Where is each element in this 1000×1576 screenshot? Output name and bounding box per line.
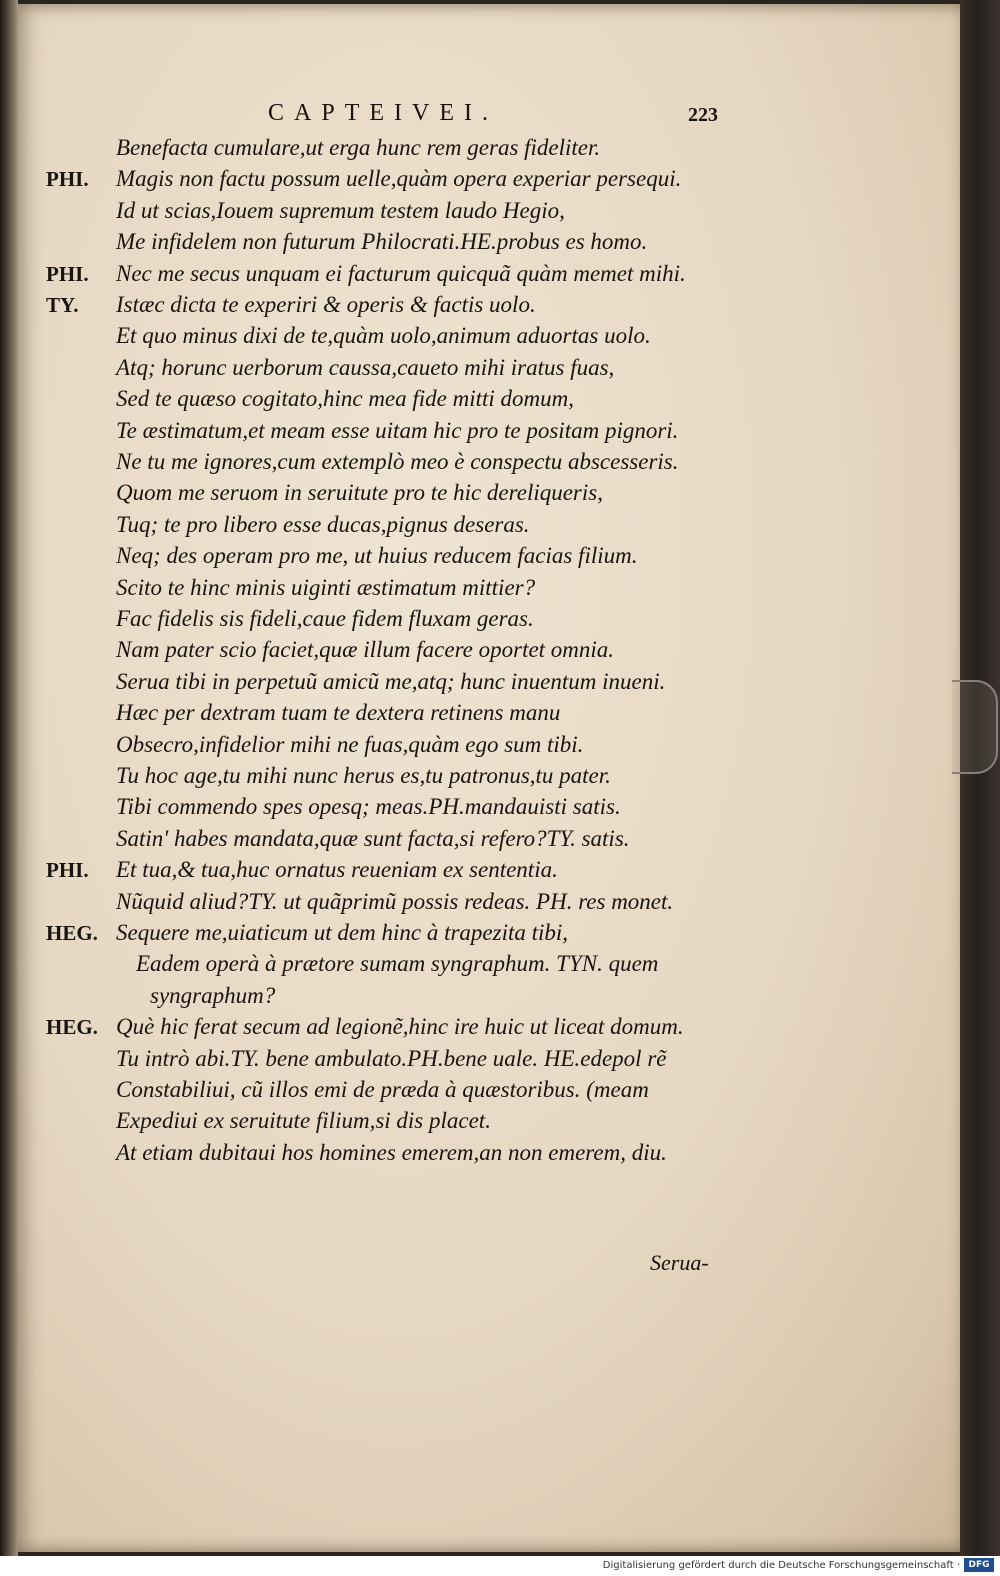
verse-line: Sed te quæso cogitato,hinc mea fide mitti domum, — [116, 386, 575, 412]
verse-line: Tu intrò abi.TY. bene ambulato.PH.bene uale. HE.edepol rẽ — [116, 1045, 667, 1071]
verse-line: At etiam dubitaui hos homines emerem,an non emerem, diu. — [116, 1139, 667, 1165]
page-number: 223 — [688, 104, 718, 126]
verse-line: Quom me seruom in seruitute pro te hic dereliqueris, — [116, 480, 603, 506]
verse-line: Tu hoc age,tu mihi nunc herus es,tu patronus,tu pater. — [116, 763, 611, 788]
verse-line: Me infidelem non futurum Philocrati.HE.probus es homo. — [116, 229, 648, 255]
verse-line: Tibi commendo spes opesq; meas.PH.mandauisti satis. — [116, 794, 621, 820]
verse-line: Serua tibi in perpetuũ amicũ me,atq; hunc inuentum inueni. — [116, 668, 666, 694]
verse-line: Ne tu me ignores,cum extemplò meo è conspectu abscesseris. — [116, 449, 679, 474]
verse-line: Obsecro,infidelior mihi ne fuas,quàm ego sum tibi. — [116, 731, 584, 757]
verse-line: Hæc per dextram tuam te dextera retinens manu — [116, 700, 561, 726]
verse-line: Tuq; te pro libero esse ducas,pignus deseras. — [116, 511, 530, 537]
speaker-label: PHI. — [46, 858, 89, 883]
verse-line: Neq; des operam pro me, ut huius reducem facias filium. — [116, 543, 638, 569]
left-page-gutter — [0, 0, 18, 1576]
speaker-label: PHI. — [46, 167, 89, 192]
dfg-credit: Digitalisierung gefördert durch die Deutsche Forschungsgemeinschaft · — [602, 1560, 960, 1571]
verse-line: Satin' habes mandata,quæ sunt facta,si refero?TY. satis. — [116, 825, 630, 851]
verse-line: Istæc dicta te experiri & operis & factis uolo. — [116, 292, 536, 317]
verse-line: Nam pater scio faciet,quæ illum facere oportet omnia. — [116, 637, 615, 663]
page-clip — [952, 680, 998, 774]
speaker-label: TY. — [46, 293, 79, 317]
verse-line: Nũquid aliud?TY. ut quãprimũ possis redeas. PH. res monet. — [116, 888, 674, 914]
verse-line: Sequere me,uiaticum ut dem hinc à trapezita tibi, — [116, 920, 569, 945]
verse-line: Benefacta cumulare,ut erga hunc rem geras fideliter. — [116, 135, 601, 160]
verse-line: Constabiliui, cũ illos emi de præda à quæstoribus. (meam — [116, 1077, 649, 1102]
verse-line: Magis non factu possum uelle,quàm opera experiar persequi. — [116, 166, 682, 192]
page-edge — [960, 0, 1000, 1556]
verse-line: Id ut scias,Iouem supremum testem laudo Hegio, — [116, 197, 565, 223]
verse-line: Et tua,& tua,huc ornatus reueniam ex sententia. — [116, 857, 558, 883]
verse-line: Fac fidelis sis fideli,caue fidem fluxam geras. — [116, 606, 534, 631]
verse-line: Scito te hinc minis uiginti æstimatum mittier? — [116, 574, 536, 600]
dfg-logo: DFG — [964, 1558, 994, 1572]
verse-line: Expediui ex seruitute filium,si dis placet. — [116, 1108, 491, 1134]
catchword: Serua- — [650, 1250, 709, 1275]
verse-line: Nec me secus unquam ei facturum quicquã quàm memet mihi. — [116, 260, 686, 286]
verse-line: Te æstimatum,et meam esse uitam hic pro te positam pignori. — [116, 417, 679, 443]
verse-line: Et quo minus dixi de te,quàm uolo,animum aduortas uolo. — [116, 323, 651, 349]
verse-line: Què hic ferat secum ad legionẽ,hinc ire huic ut liceat domum. — [116, 1014, 684, 1040]
speaker-label: HEG. — [46, 921, 98, 945]
verse-line: Eadem operà à prætore sumam syngraphum. TYN. quem — [136, 951, 659, 977]
speaker-label: PHI. — [46, 261, 89, 286]
running-title: CAPTEIVEI. — [268, 100, 498, 126]
speaker-label: HEG. — [46, 1015, 98, 1040]
verse-line: syngraphum? — [150, 982, 276, 1008]
verse-line: Atq; horunc uerborum caussa,caueto mihi iratus fuas, — [116, 354, 615, 380]
